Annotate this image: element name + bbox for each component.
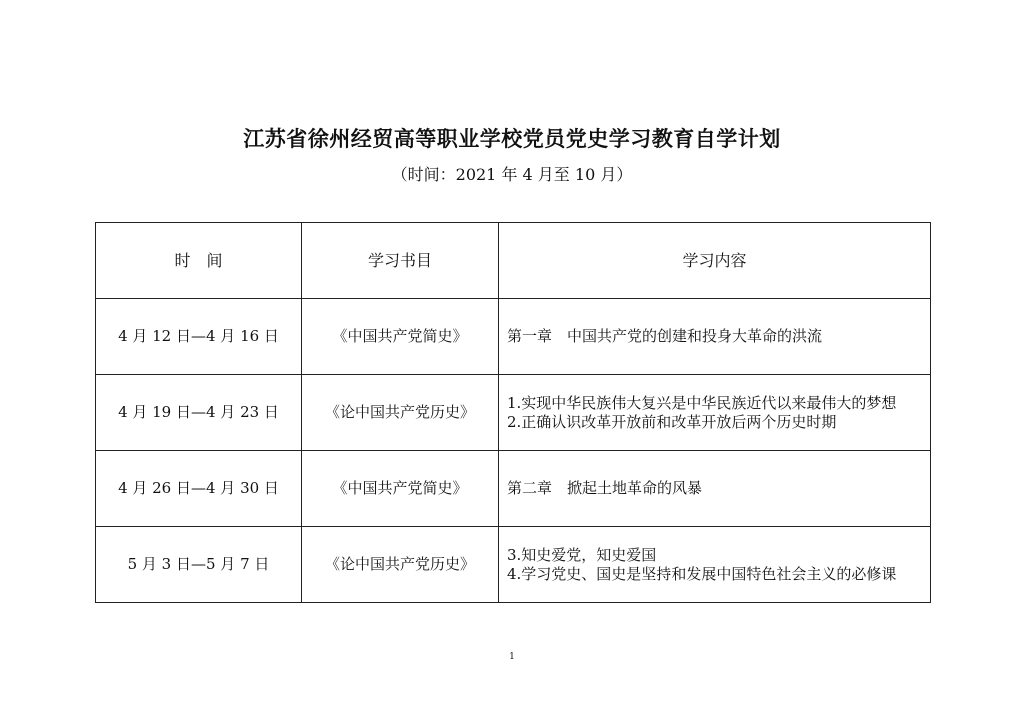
table-row (96, 527, 931, 603)
document-subtitle: （时间：2021 年 4 月至 10 月） (391, 165, 633, 184)
header-content: 学习内容 (499, 223, 931, 299)
table-row (96, 375, 931, 451)
content-line: 1.实现中华民族伟大复兴是中华民族近代以来最伟大的梦想 (507, 393, 897, 412)
content-line: 3.知史爱党，知史爱国 (507, 545, 657, 564)
header-book: 学习书目 (302, 223, 499, 299)
study-plan-table (95, 222, 931, 603)
row-content (499, 375, 931, 451)
table-row (96, 451, 931, 527)
row-book: 《中国共产党简史》 (302, 299, 499, 375)
row-time: 5 月 3 日—5 月 7 日 (96, 527, 302, 603)
row-time: 4 月 26 日—4 月 30 日 (96, 451, 302, 527)
row-book: 《论中国共产党历史》 (302, 375, 499, 451)
table-header-row (96, 223, 931, 299)
page-number: 1 (509, 652, 515, 662)
content-line: 第一章 中国共产党的创建和投身大革命的洪流 (507, 327, 823, 345)
table-row (96, 299, 931, 375)
header-time: 时 间 (96, 223, 302, 299)
row-book: 《论中国共产党历史》 (302, 527, 499, 603)
content-line: 4.学习党史、国史是坚持和发展中国特色社会主义的必修课 (507, 564, 897, 583)
row-time: 4 月 19 日—4 月 23 日 (96, 375, 302, 451)
document-title: 江苏省徐州经贸高等职业学校党员党史学习教育自学计划 (243, 126, 781, 151)
row-time: 4 月 12 日—4 月 16 日 (96, 299, 302, 375)
row-book: 《中国共产党简史》 (302, 451, 499, 527)
row-content (499, 527, 931, 603)
row-content (499, 451, 931, 527)
row-content (499, 299, 931, 375)
content-line: 第二章 掀起土地革命的风暴 (507, 479, 703, 497)
content-line: 2.正确认识改革开放前和改革开放后两个历史时期 (507, 412, 837, 431)
